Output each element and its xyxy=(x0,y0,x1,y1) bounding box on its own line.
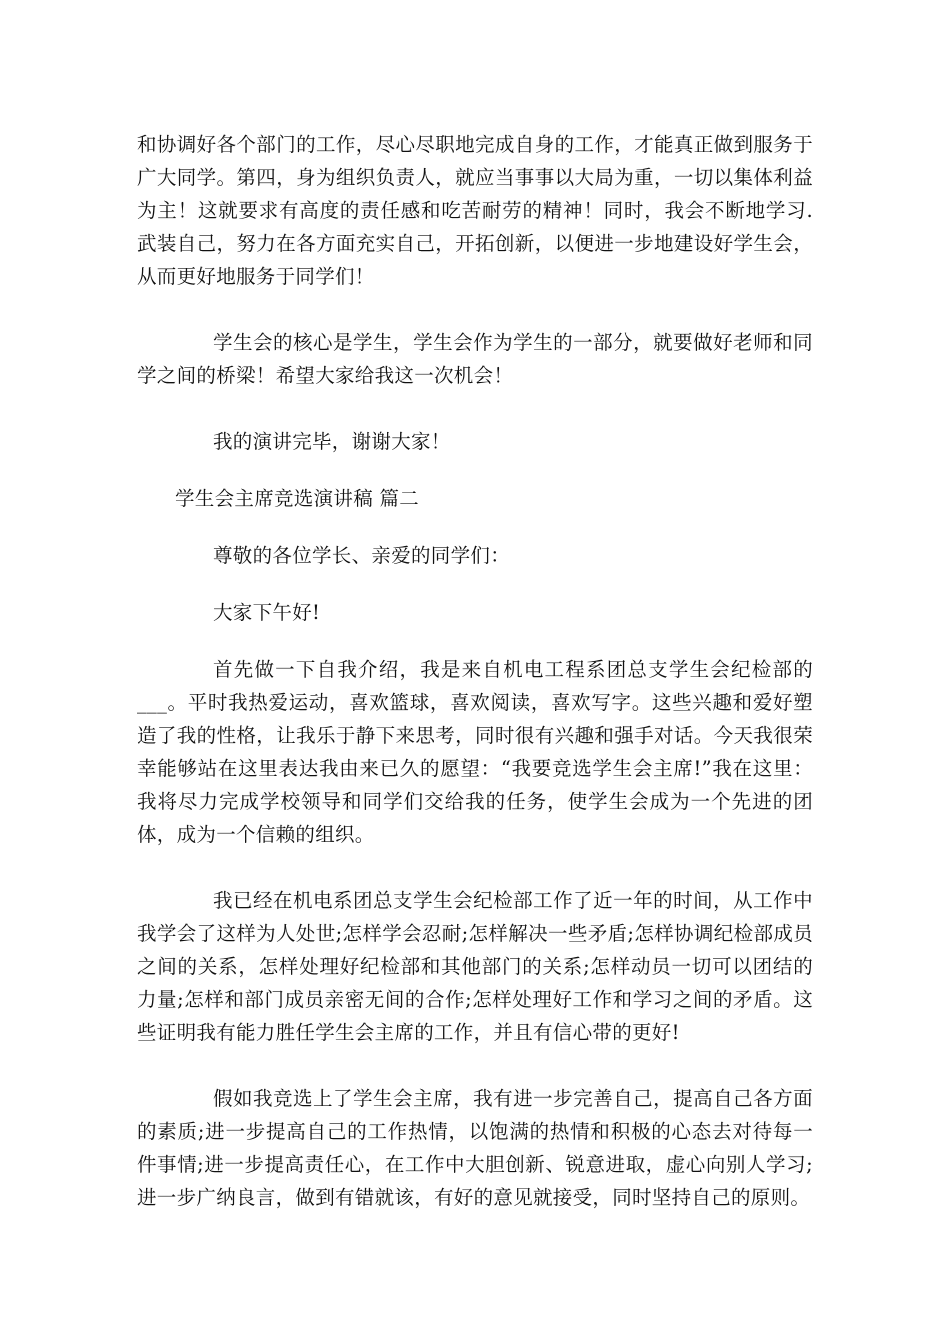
section-heading: 学生会主席竞选演讲稿 篇二 xyxy=(175,487,420,510)
paragraph-plan: 假如我竞选上了学生会主席，我有进一步完善自己，提高自己各方面的素质;进一步提高自己的工作热情，以饱满的热情和积极的心态去对待每一件事情;进一步提高责任心，在工作中大胆创新、锐意进取，虚心向别人学习;进一步广纳良言，做到有错就该，有好的意见就接受，同时坚持自己的原则。 xyxy=(137,1087,813,1209)
paragraph-salutation: 尊敬的各位学长、亲爱的同学们： xyxy=(213,544,511,567)
paragraph-core-idea: 学生会的核心是学生，学生会作为学生的一部分，就要做好老师和同学之间的桥梁！希望大家给我这一次机会！ xyxy=(137,331,813,387)
paragraph-continuation: 和协调好各个部门的工作，尽心尽职地完成自身的工作，才能真正做到服务于广大同学。第四，身为组织负责人，就应当事事以大局为重，一切以集体利益为主！这就要求有高度的责任感和吃苦耐劳的精神！同时，我会不断地学习.武装自己，努力在各方面充实自己，开拓创新，以便进一步地建设好学生会，从而更好地服务于同学们！ xyxy=(137,133,813,288)
paragraph-greeting: 大家下午好! xyxy=(213,601,321,624)
paragraph-closing: 我的演讲完毕，谢谢大家！ xyxy=(213,430,451,453)
document-body xyxy=(137,128,813,1247)
paragraph-experience: 我已经在机电系团总支学生会纪检部工作了近一年的时间，从工作中我学会了这样为人处世;怎样学会忍耐;怎样解决一些矛盾;怎样协调纪检部成员之间的关系，怎样处理好纪检部和其他部门的关系;怎样动员一切可以团结的力量;怎样和部门成员亲密无间的合作;怎样处理好工作和学习之间的矛盾。这些证明我有能力胜任学生会主席的工作，并且有信心带的更好! xyxy=(137,889,813,1044)
paragraph-self-introduction: 首先做一下自我介绍，我是来自机电工程系团总支学生会纪检部的___。平时我热爱运动，喜欢篮球，喜欢阅读，喜欢写字。这些兴趣和爱好塑造了我的性格，让我乐于静下来思考，同时很有兴趣和强手对话。今天我很荣幸能够站在这里表达我由来已久的愿望：“我要竞选学生会主席!”我在这里：我将尽力完成学校领导和同学们交给我的任务，使学生会成为一个先进的团体，成为一个信赖的组织。 xyxy=(137,658,813,846)
